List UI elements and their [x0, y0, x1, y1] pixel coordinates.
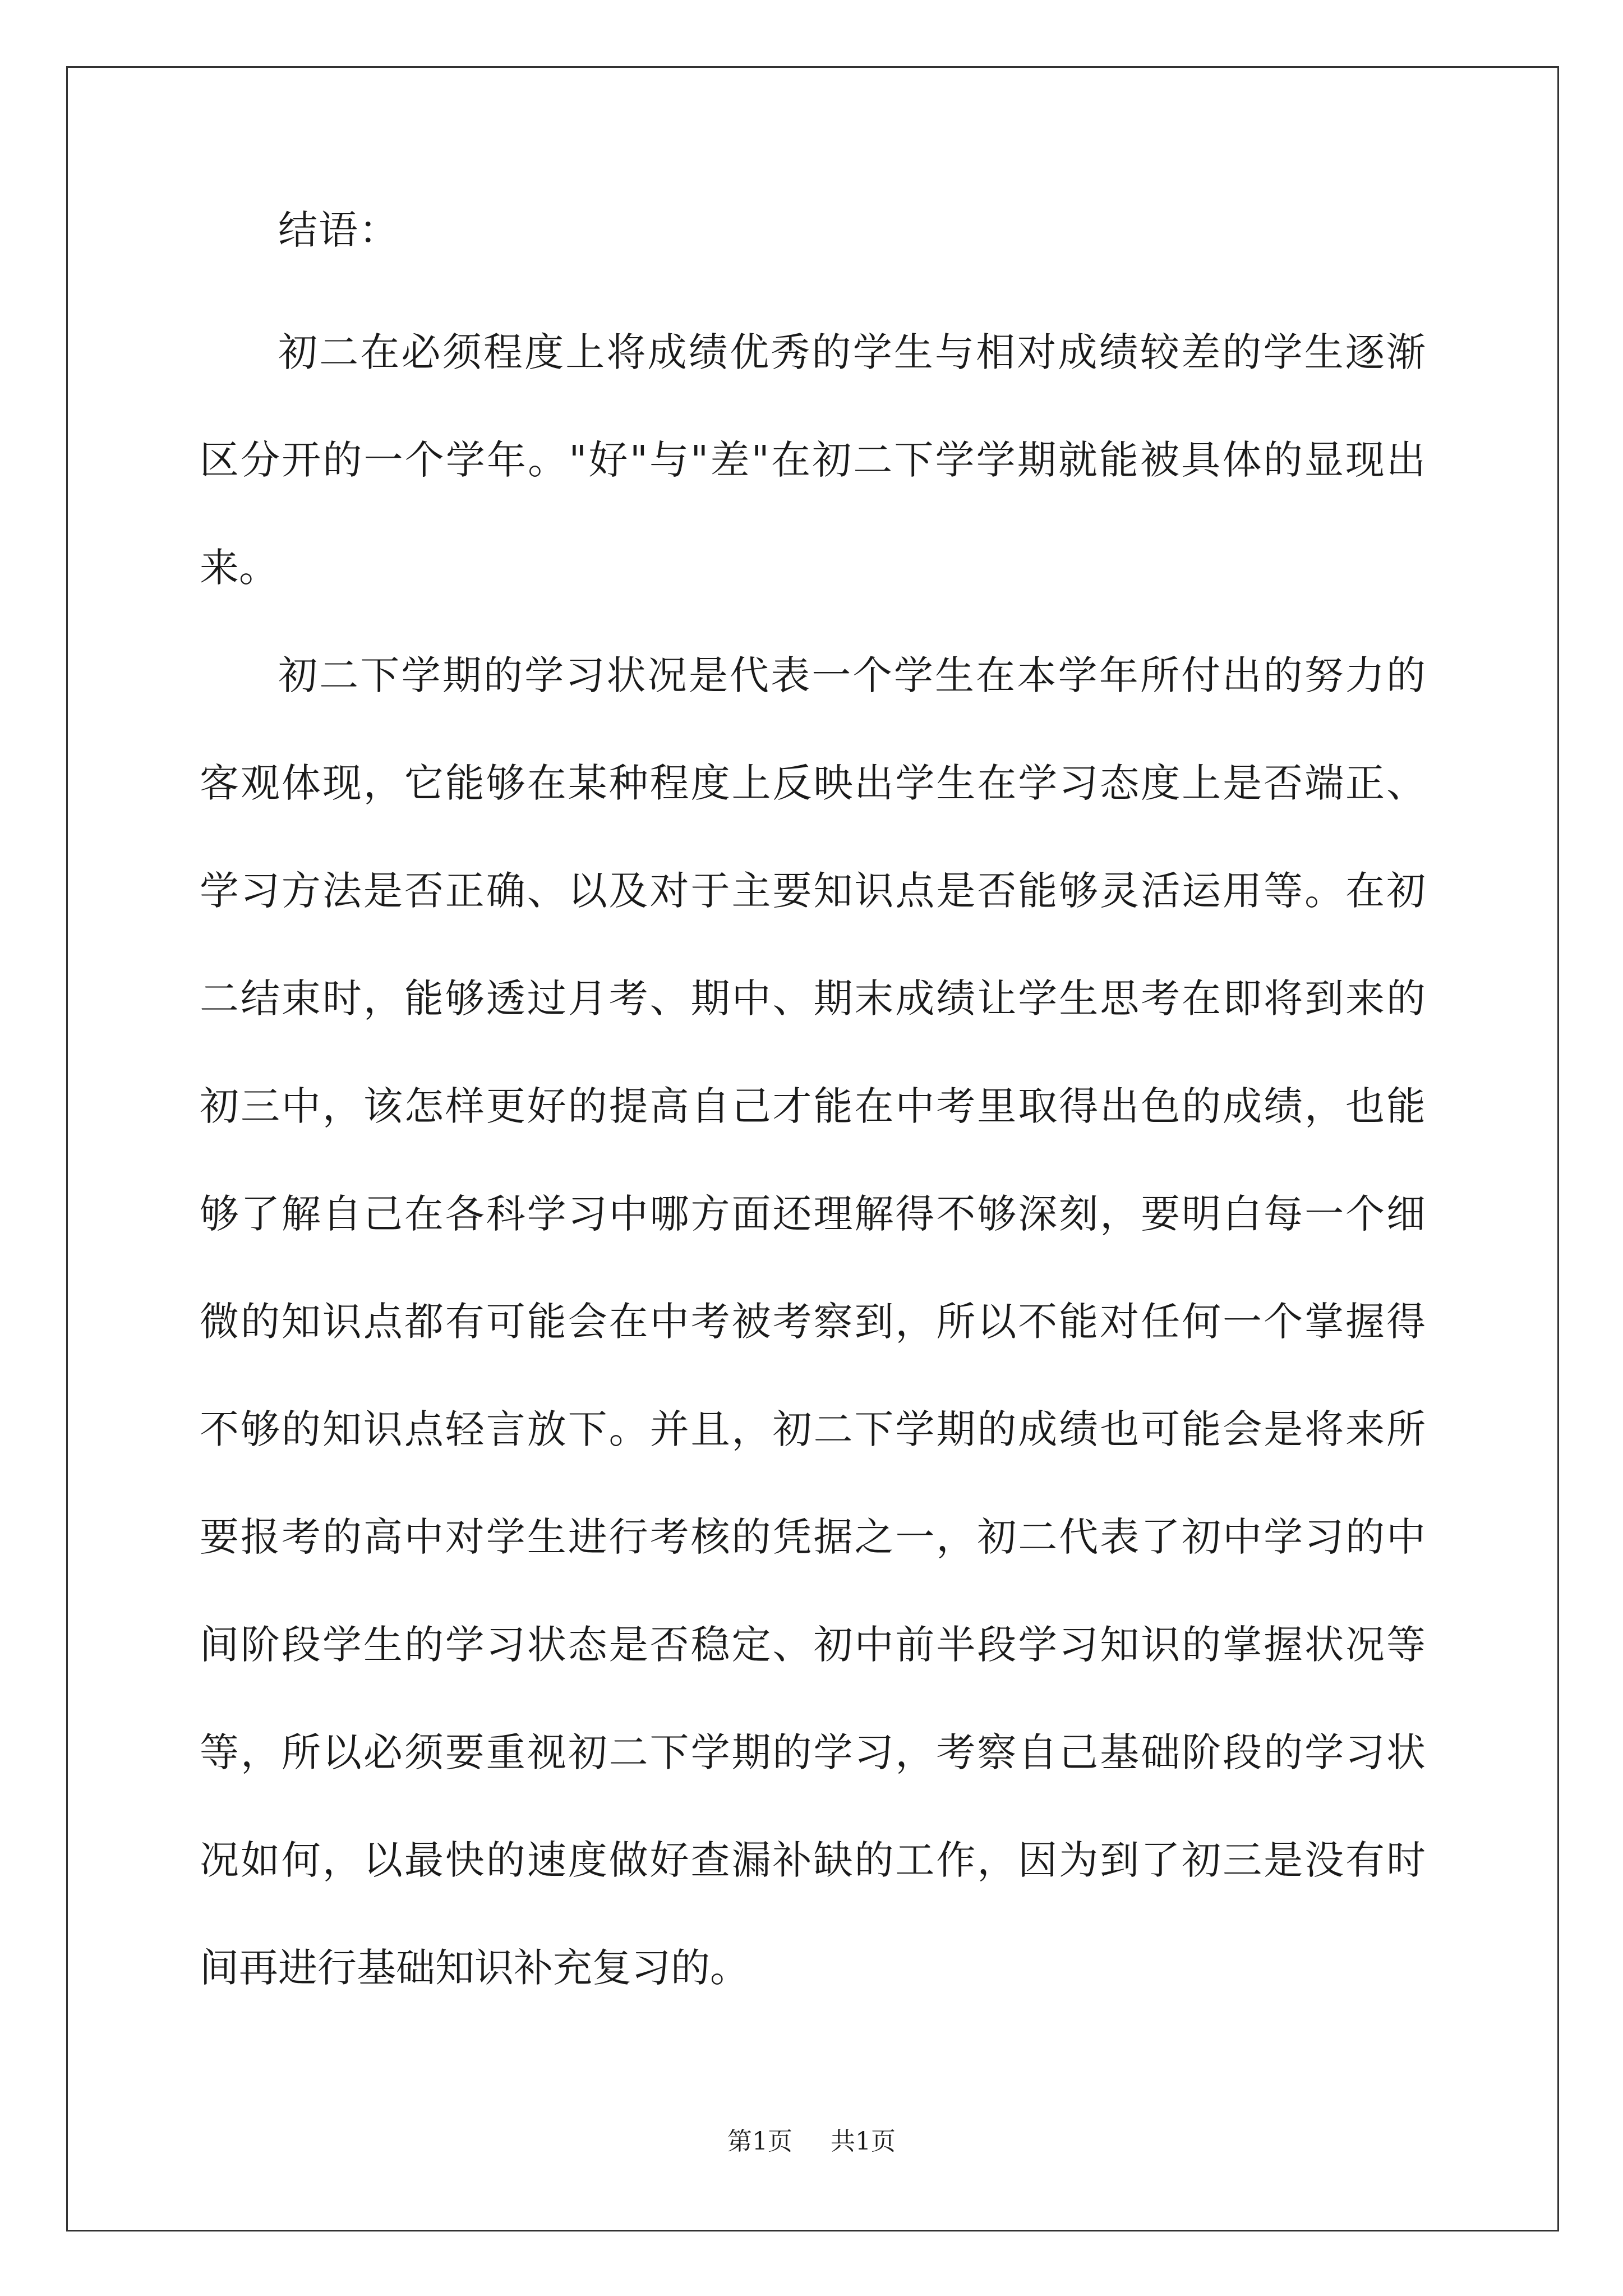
paragraph-line: 来。	[200, 545, 278, 591]
paragraph-line: 学习方法是否正确、以及对于主要知识点是否能够灵活运用等。在初	[200, 868, 1426, 914]
paragraph-line: 初二在必须程度上将成绩优秀的学生与相对成绩较差的学生逐渐	[278, 329, 1426, 375]
paragraph-line: 间阶段学生的学习状态是否稳定、初中前半段学习知识的掌握状况等	[200, 1622, 1426, 1668]
paragraph-line: 况如何，以最快的速度做好查漏补缺的工作，因为到了初三是没有时	[200, 1837, 1426, 1883]
page-total: 共1页	[831, 2127, 896, 2156]
paragraph-line: 不够的知识点轻言放下。并且，初二下学期的成绩也可能会是将来所	[200, 1406, 1426, 1452]
paragraph-line: 区分开的一个学年。"好"与"差"在初二下学学期就能被具体的显现出	[200, 437, 1426, 483]
paragraph-line: 间再进行基础知识补充复习的。	[200, 1945, 749, 1991]
page-number: 第1页	[727, 2127, 792, 2156]
paragraph-line: 初二下学期的学习状况是代表一个学生在本学年所付出的努力的	[278, 652, 1426, 698]
section-heading: 结语：	[278, 207, 399, 253]
paragraph-2	[200, 622, 1426, 2022]
paragraph-line: 二结束时，能够透过月考、期中、期末成绩让学生思考在即将到来的	[200, 976, 1426, 1022]
paragraph-line: 初三中，该怎样更好的提高自己才能在中考里取得出色的成绩，也能	[200, 1083, 1426, 1129]
page-footer	[0, 2125, 1623, 2159]
paragraph-line: 微的知识点都有可能会在中考被考察到，所以不能对任何一个掌握得	[200, 1299, 1426, 1345]
paragraph-line: 客观体现，它能够在某种程度上反映出学生在学习态度上是否端正、	[200, 760, 1426, 806]
paragraph-1	[200, 298, 1426, 622]
paragraph-line: 够了解自己在各科学习中哪方面还理解得不够深刻，要明白每一个细	[200, 1191, 1426, 1237]
paragraph-line: 等，所以必须要重视初二下学期的学习，考察自己基础阶段的学习状	[200, 1729, 1426, 1775]
paragraph-line: 要报考的高中对学生进行考核的凭据之一，初二代表了初中学习的中	[200, 1514, 1426, 1560]
document-body	[200, 191, 1426, 2022]
